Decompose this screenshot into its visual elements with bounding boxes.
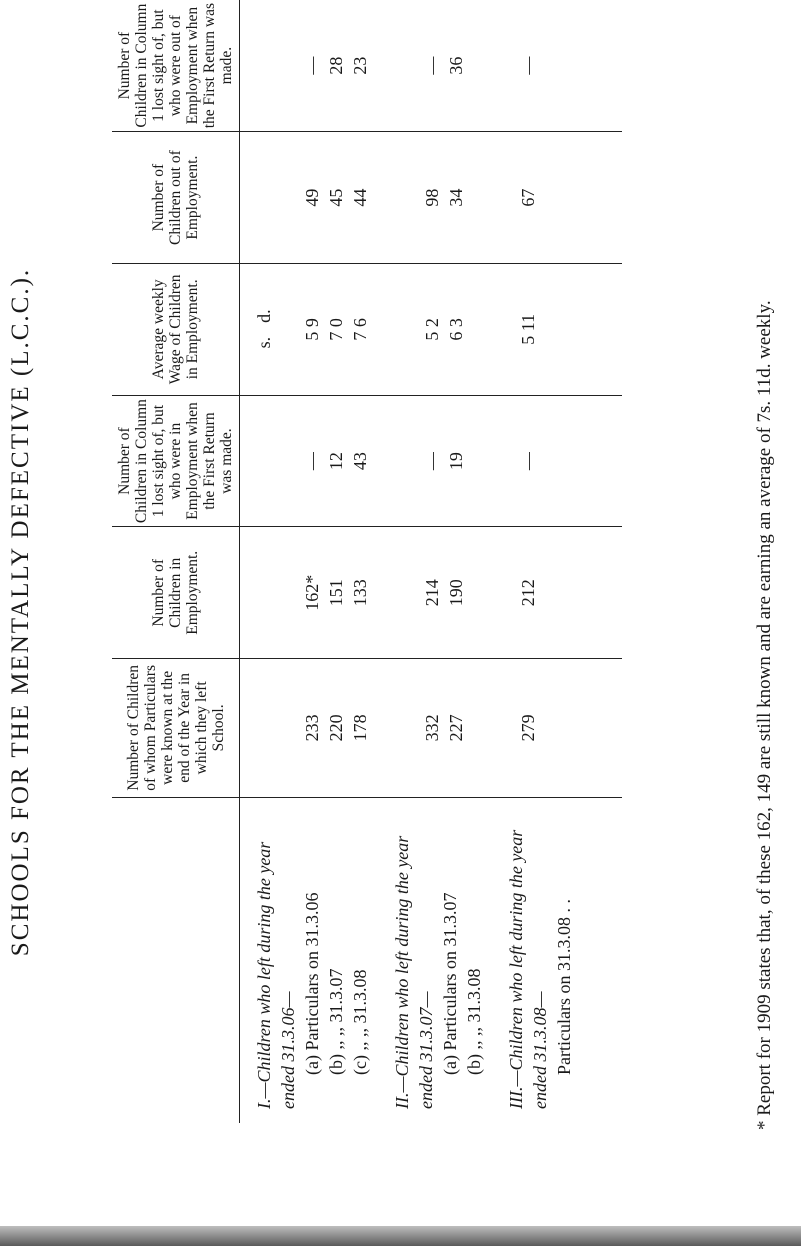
cell: — xyxy=(518,56,538,75)
cell: 49 xyxy=(302,188,322,207)
cell: 36 xyxy=(446,56,466,75)
row-label: (b) ,, ,, 31.3.08 xyxy=(464,968,484,1075)
cell: 98 xyxy=(422,188,442,207)
cell: 5 2 xyxy=(422,318,442,341)
header-particulars-known: Number of Children of whom Particulars were known at the end of the Year in which they left School. xyxy=(112,659,240,797)
cell: 212 xyxy=(518,579,538,607)
cell: — xyxy=(518,452,538,471)
cell: 162* xyxy=(302,574,322,611)
cell: 220 xyxy=(326,714,346,742)
cell: 5 11 xyxy=(518,313,538,345)
col-out-of-employment xyxy=(240,132,623,264)
cell: 44 xyxy=(350,188,370,207)
cell: 34 xyxy=(446,188,466,207)
section-title: III.—Children who left during the year ended 31.3.08— xyxy=(506,829,550,1109)
cell: 43 xyxy=(350,452,370,471)
cell: 67 xyxy=(518,188,538,207)
cell: 6 3 xyxy=(446,318,466,341)
row-labels xyxy=(240,797,623,1123)
cell: — xyxy=(302,56,322,75)
section-title: I.—Children who left during the year ended 31.3.06— xyxy=(254,841,298,1109)
cell: 214 xyxy=(422,579,442,607)
table-body-row xyxy=(240,0,623,1123)
cell: 133 xyxy=(350,579,370,607)
header-average-wage: Average weekly Wage of Children in Employment. xyxy=(112,263,240,395)
cell: 233 xyxy=(302,714,322,742)
row-label: Particulars on 31.3.08 . . xyxy=(554,899,574,1075)
col-lost-sight-unemployed xyxy=(240,0,623,132)
footnote: * Report for 1909 states that, of these 162, 149 are still known and are earning an average of 7s. 11d. weekly. xyxy=(754,300,775,1130)
cell: 12 xyxy=(326,452,346,471)
col-lost-sight-employed xyxy=(240,395,623,527)
col-in-employment xyxy=(240,527,623,659)
row-label: (a) Particulars on 31.3.07 xyxy=(440,892,460,1075)
after-care-table xyxy=(112,0,622,1123)
section-title: II.—Children who left during the year ended 31.3.07— xyxy=(392,835,436,1109)
cell: 45 xyxy=(326,188,346,207)
running-head: SCHOOLS FOR THE MENTALLY DEFECTIVE (L.C.C.). xyxy=(7,267,34,957)
cell: 7 0 xyxy=(326,318,346,341)
cell: — xyxy=(422,452,442,471)
header-in-employment: Number of Children in Employment. xyxy=(112,527,240,659)
cell: 332 xyxy=(422,714,442,742)
cell: 23 xyxy=(350,56,370,75)
section-1 xyxy=(252,804,372,1109)
unit-shillings: s. xyxy=(254,336,274,349)
col-average-wage xyxy=(240,263,623,395)
col-particulars-known xyxy=(240,659,623,797)
row-label: (c) ,, ,, 31.3.08 xyxy=(350,969,370,1075)
row-label: (a) Particulars on 31.3.06 xyxy=(302,892,322,1075)
header-lost-sight-unemployed: Number of Children in Column 1 lost sight of, but who were out of Employment when the First Return was made. xyxy=(112,0,240,132)
header-lost-sight-employed: Number of Children in Column 1 lost sight of, but who were in Employment when the First Return was made. xyxy=(112,395,240,527)
cell: 19 xyxy=(446,452,466,471)
cell: 190 xyxy=(446,579,466,607)
cell: 151 xyxy=(326,579,346,607)
cell: — xyxy=(422,56,442,75)
header-label-col xyxy=(112,797,240,1123)
row-label: (b) ,, ,, 31.3.07 xyxy=(326,968,346,1075)
page-binding-edge xyxy=(0,1226,801,1246)
cell: 279 xyxy=(518,714,538,742)
unit-pence: d. xyxy=(254,309,274,323)
section-3 xyxy=(504,804,576,1109)
cell: 28 xyxy=(326,56,346,75)
table-header-row xyxy=(112,0,240,1123)
section-2 xyxy=(390,804,486,1109)
cell: 227 xyxy=(446,714,466,742)
cell: 178 xyxy=(350,714,370,742)
cell: 7 6 xyxy=(350,318,370,341)
wage-units xyxy=(252,264,276,395)
cell: — xyxy=(302,452,322,471)
header-out-of-employment: Number of Children out of Employment. xyxy=(112,132,240,264)
cell: 5 9 xyxy=(302,318,322,341)
